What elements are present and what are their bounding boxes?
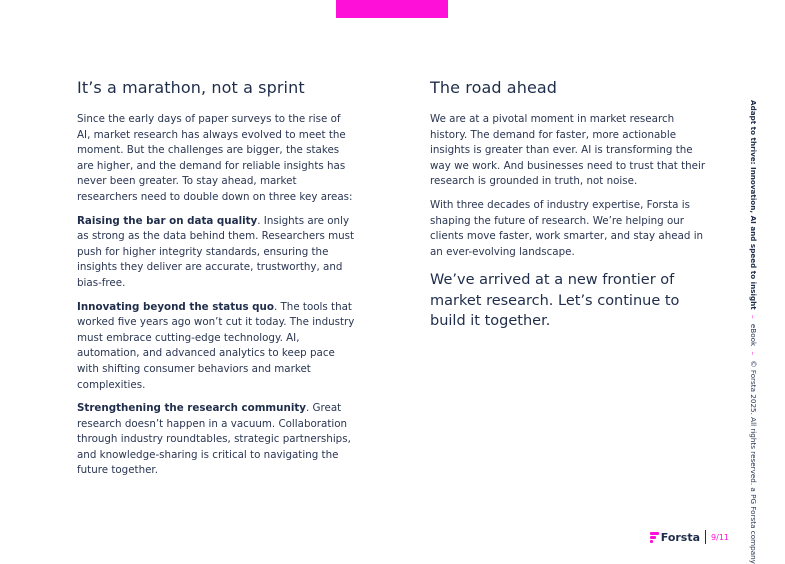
point-community bbox=[77, 401, 357, 479]
closing-statement: We’ve arrived at a new frontier of market research. Let’s continue to build it together. bbox=[430, 272, 680, 330]
document-type: eBook bbox=[749, 323, 758, 347]
footer-divider bbox=[705, 530, 706, 544]
top-accent-bar bbox=[336, 0, 448, 18]
point-body: . Insights are only as strong as the data behind them. Researchers must push for higher integrity standards, ensuring the insights they deliver are accurate, trustworthy, and bias-free. bbox=[77, 214, 355, 289]
separator: – bbox=[749, 351, 758, 356]
point-heading: Strengthening the research community bbox=[77, 402, 306, 415]
section-title-road-ahead: The road ahead bbox=[430, 78, 558, 97]
page-number: 9/11 bbox=[711, 532, 729, 542]
left-column bbox=[77, 78, 357, 487]
separator: – bbox=[749, 314, 758, 319]
point-data-quality bbox=[77, 214, 357, 292]
point-body: . Great research doesn’t happen in a vacuum. Collaboration through industry roundtables, strategic partnerships, and knowledge-sharing is critical to navigating the future together. bbox=[77, 402, 351, 477]
vertical-document-label bbox=[749, 100, 758, 564]
forsta-logo bbox=[650, 531, 700, 544]
page-footer bbox=[650, 530, 729, 544]
intro-paragraph: Since the early days of paper surveys to the rise of AI, market research has always evolved to meet the moment. But the challenges are bigger, the stakes are higher, and the demand for reliable insights has never been greater. To stay ahead, market researchers need to double down on three key areas: bbox=[77, 113, 353, 203]
point-innovating bbox=[77, 300, 357, 394]
point-body: . The tools that worked five years ago won’t cut it today. The industry must embrace cutting-edge technology. AI, automation, and advanced analytics to keep pace with shifting consumer behaviors and market complexities. bbox=[77, 300, 355, 391]
point-heading: Raising the bar on data quality bbox=[77, 214, 258, 227]
road-paragraph: We are at a pivotal moment in market research history. The demand for faster, more actionable insights is greater than ever. AI is transforming the way we work. And businesses need to trust that their research is grounded in truth, not noise. bbox=[430, 113, 706, 188]
forsta-logo-icon bbox=[650, 532, 659, 542]
road-paragraph: With three decades of industry expertise, Forsta is shaping the future of research. We’re helping our clients move faster, work smarter, and stay ahead in an ever-evolving landscape. bbox=[430, 198, 704, 258]
right-column bbox=[430, 78, 712, 340]
logo-wordmark: Forsta bbox=[660, 530, 701, 544]
section-title-marathon: It’s a marathon, not a sprint bbox=[77, 78, 305, 97]
copyright-notice: © Forsta 2025. All rights reserved. a PG Forsta company bbox=[749, 360, 758, 564]
point-heading: Innovating beyond the status quo bbox=[77, 300, 274, 313]
ebook-title: Adapt to thrive: Innovation, AI and speed to insight bbox=[749, 100, 758, 310]
